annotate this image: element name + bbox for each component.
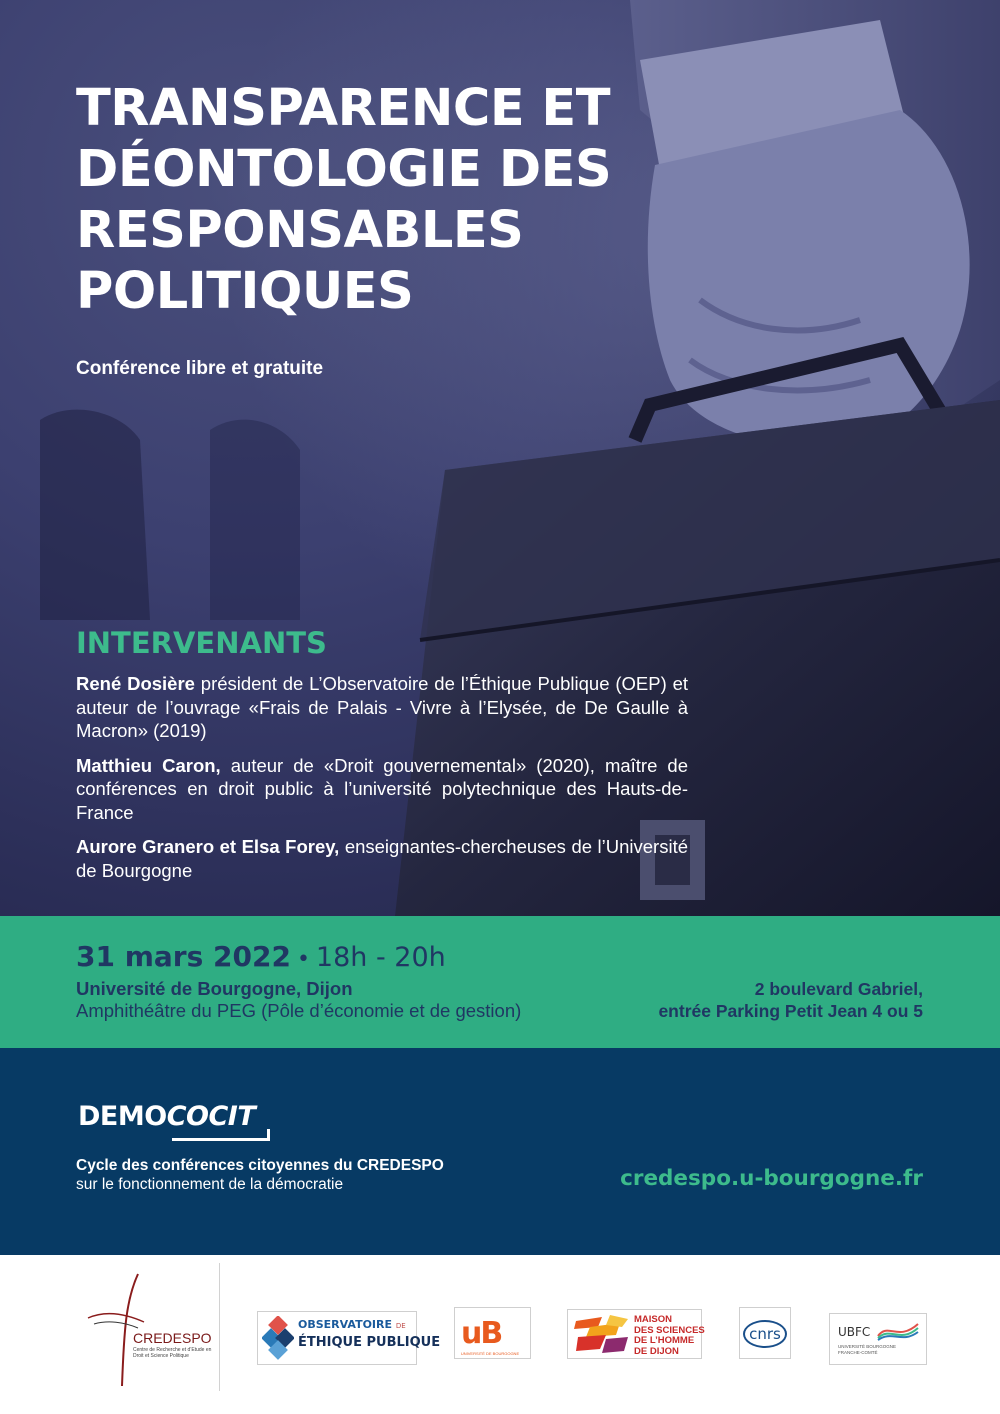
poster-subtitle: Conférence libre et gratuite <box>76 358 324 379</box>
oep-title-line-2: ÉTHIQUE PUBLIQUE <box>298 1335 441 1350</box>
conference-cycle <box>0 1048 1000 1255</box>
speaker-name: Aurore Granero et Elsa Forey, <box>76 836 340 857</box>
oep-title-line-1 <box>298 1318 406 1331</box>
speaker-item <box>76 672 688 743</box>
brand-underline <box>172 1138 270 1141</box>
speaker-name: Matthieu Caron, <box>76 754 221 776</box>
address-parking: entrée Parking Petit Jean 4 ou 5 <box>658 1001 923 1021</box>
logo-divider <box>219 1263 220 1391</box>
event-datetime <box>76 940 446 973</box>
cnrs-wordmark: cnrs <box>743 1320 787 1348</box>
speaker-description: auteur de «Droit gouvernemental» (2020), maître de conférences en droit public à l’université polytechnique des Hauts-de-France <box>76 754 689 823</box>
demococit-logo <box>78 1101 255 1132</box>
speaker-description: président de L’Observatoire de l’Éthique Publique (OEP) et auteur de l’ouvrage «Frais de Palais - Vivre à l’Elysée, de De Gaulle à Macron» (2019) <box>76 673 689 741</box>
cycle-description <box>76 1156 444 1194</box>
brand-tick <box>267 1129 270 1141</box>
venue-name: Université de Bourgogne, Dijon <box>76 978 353 999</box>
address-street: 2 boulevard Gabriel, <box>754 979 923 999</box>
credespo-subtitle: Centre de Recherche et d’Etude en Droit et Science Politique <box>133 1347 212 1359</box>
speakers-list <box>76 672 688 893</box>
website-link[interactable]: credespo.u-bourgogne.fr <box>620 1166 923 1191</box>
speaker-description: enseignantes-chercheuses de l’Université de Bourgogne <box>76 836 688 881</box>
cycle-line-2: sur le fonctionnement de la démocratie <box>76 1176 344 1193</box>
cycle-line-1: Cycle des conférences citoyennes du CREDESPO <box>76 1157 444 1174</box>
bullet-separator: • <box>296 947 310 972</box>
event-details <box>0 916 1000 1048</box>
brand-part-1: DEMO <box>78 1101 167 1132</box>
poster-title: TRANSPARENCE ET DÉONTOLOGIE DES RESPONSABLES POLITIQUES <box>76 79 612 321</box>
oep-word: OBSERVATOIRE <box>298 1318 392 1331</box>
ubfc-waves-icon <box>876 1318 920 1344</box>
event-venue <box>76 978 521 1022</box>
oep-small-word: DE <box>395 1322 406 1330</box>
msh-shapes-icon <box>572 1313 630 1355</box>
event-time: 18h - 20h <box>315 942 446 973</box>
event-date: 31 mars 2022 <box>76 940 291 973</box>
speaker-item <box>76 754 688 825</box>
msh-name: MAISON DES SCIENCES DE L’HOMME DE DIJON <box>634 1314 705 1357</box>
event-address <box>658 978 923 1022</box>
speaker-item <box>76 835 688 882</box>
brand-part-2: COCIT <box>166 1101 256 1132</box>
ub-wordmark: uB <box>461 1316 502 1351</box>
credespo-logo: CREDESPO <box>133 1330 212 1346</box>
venue-room: Amphithéâtre du PEG (Pôle d’économie et de gestion) <box>76 1000 522 1021</box>
ubfc-subtitle: UNIVERSITÉ BOURGOGNE FRANCHE-COMTÉ <box>838 1344 897 1355</box>
ub-subtitle: UNIVERSITÉ DE BOURGOGNE <box>460 1351 520 1356</box>
oep-diamond-icon <box>262 1316 294 1360</box>
speakers-heading: INTERVENANTS <box>76 626 327 660</box>
ubfc-wordmark: UBFC <box>838 1325 871 1339</box>
speaker-name: René Dosière <box>76 673 195 694</box>
